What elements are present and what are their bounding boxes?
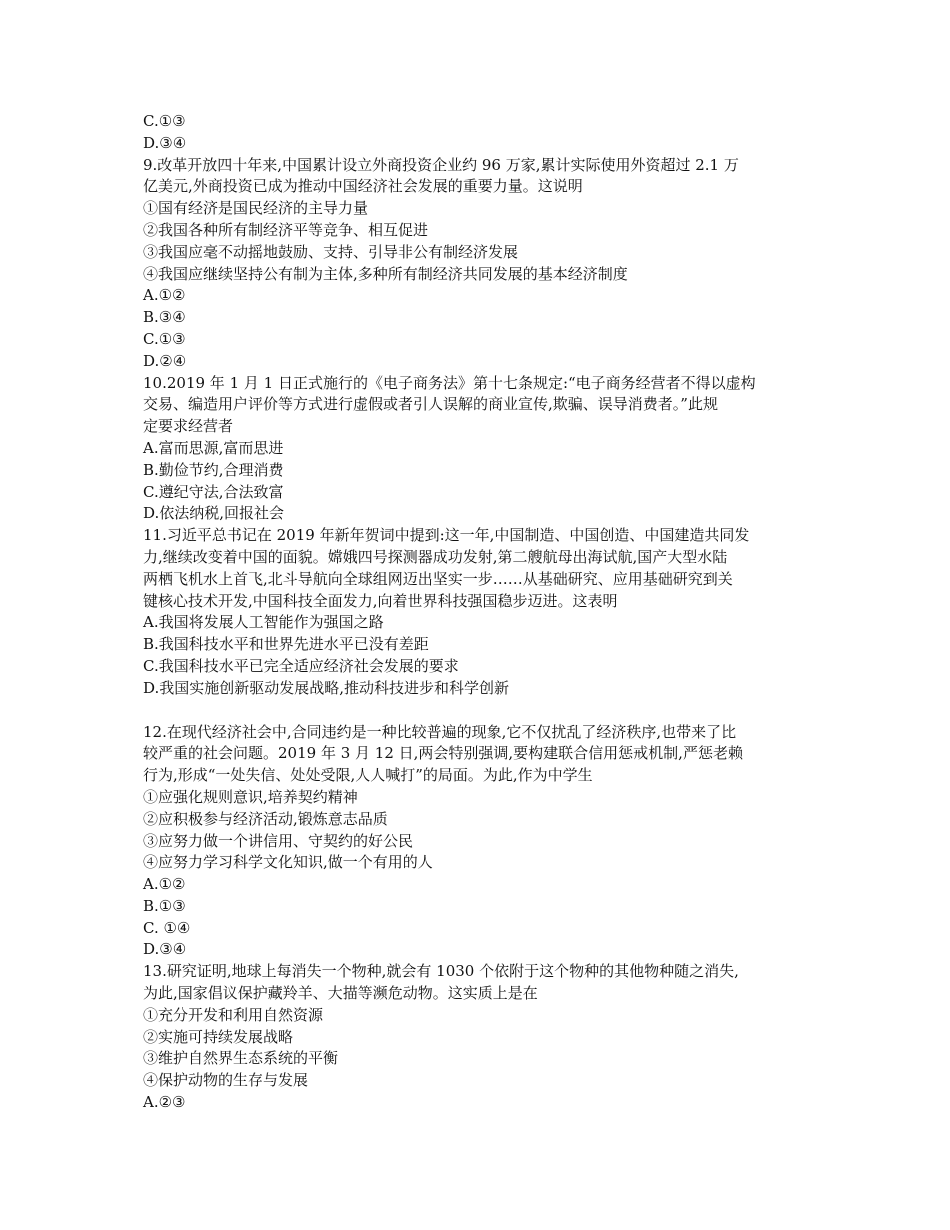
statement-line: ①充分开发和利用自然资源 bbox=[143, 1005, 324, 1024]
question-stem: 键核心技术开发,中国科技全面发力,向着世界科技强国稳步迈进。这表明 bbox=[143, 591, 618, 610]
option-line: A.富而思源,富而思进 bbox=[143, 438, 284, 457]
question-stem: 定要求经营者 bbox=[143, 417, 234, 436]
prev-question-options bbox=[143, 111, 830, 155]
statement-line: ④保护动物的生存与发展 bbox=[143, 1071, 309, 1090]
option-line: B.①③ bbox=[143, 896, 186, 915]
question-stem: 12.在现代经济社会中,合同违约是一种比较普遍的现象,它不仅扰乱了经济秩序,也带来了比 bbox=[143, 722, 737, 741]
option-line: D.我国实施创新驱动发展战略,推动科技进步和科学创新 bbox=[143, 678, 510, 697]
question-stem: 9.改革开放四十年来,中国累计设立外商投资企业约 96 万家,累计实际使用外资超过 2.1 万 bbox=[143, 155, 739, 174]
option-line: A.我国将发展人工智能作为强国之路 bbox=[143, 613, 384, 632]
statement-line: ④我国应继续坚持公有制为主体,多种所有制经济共同发展的基本经济制度 bbox=[143, 264, 628, 283]
option-line: C.①③ bbox=[143, 112, 186, 130]
question-stem: 力,继续改变着中国的面貌。嫦娥四号探测器成功发射,第二艘航母出海试航,国产大型水陆 bbox=[143, 547, 728, 566]
question-13 bbox=[143, 961, 830, 1114]
statement-line: ③维护自然界生态系统的平衡 bbox=[143, 1049, 339, 1068]
option-line: B.我国科技水平和世界先进水平已没有差距 bbox=[143, 635, 429, 654]
question-stem: 13.研究证明,地球上每消失一个物种,就会有 1030 个依附于这个物种的其他物种随之消失, bbox=[143, 962, 739, 981]
option-line: D.依法纳税,回报社会 bbox=[143, 504, 285, 523]
option-line: A.②③ bbox=[143, 1093, 186, 1112]
question-stem: 行为,形成“一处失信、处处受限,人人喊打”的局面。为此,作为中学生 bbox=[143, 766, 593, 785]
question-10 bbox=[143, 373, 830, 526]
statement-line: ②实施可持续发展战略 bbox=[143, 1027, 294, 1046]
question-stem: 交易、编造用户评价等方式进行虚假或者引人误解的商业宣传,欺骗、误导消费者。”此规 bbox=[143, 395, 718, 414]
option-line: D.②④ bbox=[143, 351, 187, 370]
statement-line: ①国有经济是国民经济的主导力量 bbox=[143, 199, 369, 218]
option-line: D.③④ bbox=[143, 133, 187, 152]
statement-line: ③应努力做一个讲信用、守契约的好公民 bbox=[143, 831, 414, 850]
option-line: D.③④ bbox=[143, 940, 187, 959]
option-line: A.①② bbox=[143, 286, 186, 305]
question-9 bbox=[143, 155, 830, 373]
option-line: C.遵纪守法,合法致富 bbox=[143, 482, 284, 501]
statement-line: ③我国应毫不动摇地鼓励、支持、引导非公有制经济发展 bbox=[143, 242, 519, 261]
option-line: C.①③ bbox=[143, 329, 186, 348]
question-stem: 10.2019 年 1 月 1 日正式施行的《电子商务法》第十七条规定:“电子商务经营者不得以虚构 bbox=[143, 373, 756, 392]
statement-line: ②应积极参与经济活动,锻炼意志品质 bbox=[143, 809, 388, 828]
option-line: C. ①④ bbox=[143, 918, 191, 937]
statement-line: ①应强化规则意识,培养契约精神 bbox=[143, 787, 358, 806]
question-stem: 为此,国家倡议保护藏羚羊、大描等濒危动物。这实质上是在 bbox=[143, 984, 538, 1003]
statement-line: ②我国各种所有制经济平等竞争、相互促进 bbox=[143, 220, 429, 239]
question-stem: 两栖飞机水上首飞,北斗导航向全球组网迈出坚实一步……从基础研究、应用基础研究到关 bbox=[143, 569, 733, 588]
question-stem: 11.习近平总书记在 2019 年新年贺词中提到:这一年,中国制造、中国创造、中国建造共同发 bbox=[143, 526, 750, 545]
paragraph-gap bbox=[143, 700, 830, 722]
question-stem: 亿美元,外商投资已成为推动中国经济社会发展的重要力量。这说明 bbox=[143, 177, 583, 196]
statement-line: ④应努力学习科学文化知识,做一个有用的人 bbox=[143, 853, 433, 872]
option-line: B.勤俭节约,合理消费 bbox=[143, 460, 284, 479]
question-12 bbox=[143, 722, 830, 962]
option-line: C.我国科技水平已完全适应经济社会发展的要求 bbox=[143, 656, 459, 675]
question-11 bbox=[143, 525, 830, 699]
option-line: B.③④ bbox=[143, 308, 186, 327]
question-stem: 较严重的社会问题。2019 年 3 月 12 日,两会特别强调,要构建联合信用惩戒机制,严惩老赖 bbox=[143, 744, 743, 763]
option-line: A.①② bbox=[143, 875, 186, 894]
